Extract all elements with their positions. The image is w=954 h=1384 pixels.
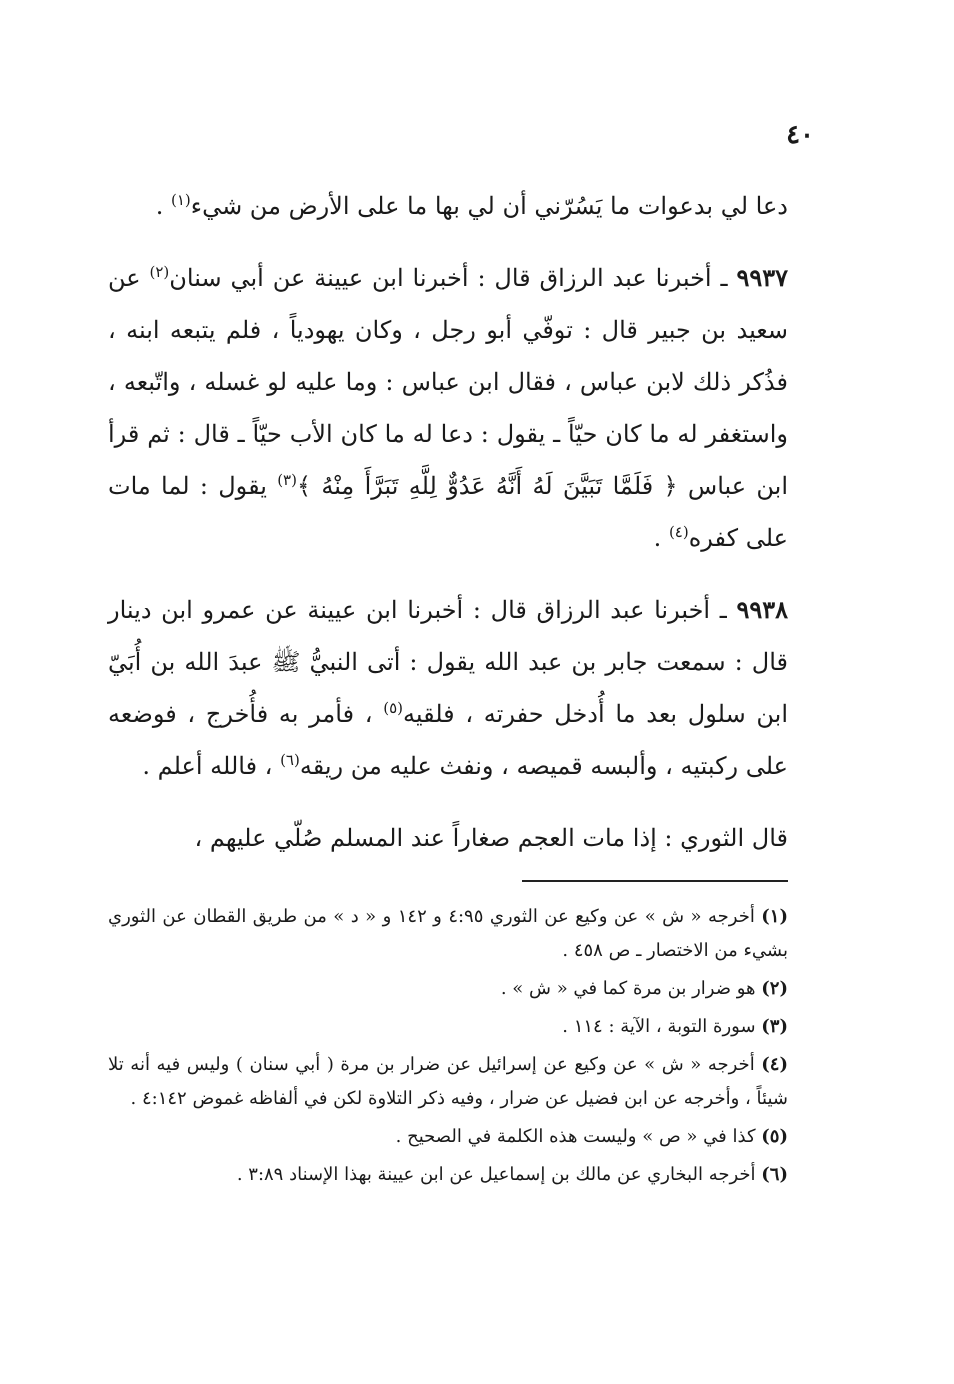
paragraph-text: دعا لي بدعوات ما يَسُرّني أن لي بها ما على الأرض من شيء bbox=[190, 192, 788, 220]
footnote-ref: (٤) bbox=[668, 523, 689, 541]
footnote-1 bbox=[108, 900, 788, 968]
footnote-number: (٢) bbox=[761, 978, 788, 999]
footnote-number: (٤) bbox=[761, 1054, 788, 1075]
footnote-ref: (٥) bbox=[383, 699, 403, 717]
hadith-end: . bbox=[653, 524, 669, 552]
footnote-3 bbox=[108, 1010, 788, 1044]
hadith-text: عن سعيد بن جبير قال : توفّي أبو رجل ، وكان يهودياً ، فلم يتبعه ابنه ، فذُكر ذلك لابن عباس ، فقال ابن عباس : وما عليه لو غسله ، واتّبعه ، واستغفر له ما كان حيّاً ـ يقول : دعا له ما كان الأب حيّاً ـ قال : ثم قرأ ابن عباس ﴿ فَلَمَّا تَبَيَّنَ لَهُ أَنَّهُ عَدُوٌّ لِلَّهِ تَبَرَّأَ مِنْهُ ﴾ bbox=[108, 264, 788, 500]
hadith-9937 bbox=[108, 252, 788, 564]
hadith-text: ، فأمر به فأُخرج ، فوضعه على ركبتيه ، وألبسه قميصه ، ونفث عليه من ريقه bbox=[108, 700, 788, 780]
footnote-text: سورة التوبة ، الآية : ١١٤ . bbox=[562, 1016, 756, 1037]
footnote-text: هو ضرار بن مرة كما في « ش » . bbox=[500, 978, 756, 999]
hadith-9938 bbox=[108, 584, 788, 792]
footnote-text: أخرجه « ش » عن وكيع عن الثوري ٤:٩٥ و ١٤٢ و « د » من طريق القطان عن الثوري بشيء من الاختصار ـ ص ٤٥٨ . bbox=[108, 906, 788, 961]
footnote-ref: (٦) bbox=[280, 751, 300, 769]
paragraph-continuation bbox=[108, 180, 788, 232]
footnote-text: كذا في « ص » وليست هذه الكلمة في الصحيح . bbox=[395, 1126, 756, 1147]
paragraph-end: . bbox=[155, 192, 171, 220]
footnote-text: أخرجه « ش » عن وكيع عن إسرائيل عن ضرار بن مرة ( أبي سنان ) وليس فيه أنه تلا شيئاً ، وأخرجه عن ابن فضيل عن ضرار ، وفيه ذكر التلاوة لكن في ألفاظه غموض ٤:١٤٢ . bbox=[108, 1054, 788, 1109]
footnote-5 bbox=[108, 1120, 788, 1154]
footnote-6 bbox=[108, 1158, 788, 1192]
footnote-4 bbox=[108, 1048, 788, 1116]
main-text bbox=[108, 180, 788, 864]
footnote-number: (١) bbox=[761, 906, 788, 927]
footnote-text: أخرجه البخاري عن مالك بن إسماعيل عن ابن عيينة بهذا الإسناد ٣:٨٩ . bbox=[236, 1164, 756, 1185]
footnote-ref: (٣) bbox=[277, 471, 297, 489]
footnote-divider bbox=[522, 880, 788, 882]
hadith-number: ٩٩٣٨ bbox=[736, 595, 788, 624]
hadith-number: ٩٩٣٧ bbox=[736, 263, 789, 292]
footnote-number: (٣) bbox=[761, 1016, 788, 1037]
footnote-number: (٥) bbox=[761, 1126, 788, 1147]
footnote-ref: (١) bbox=[171, 191, 191, 209]
footnote-ref: (٢) bbox=[149, 263, 170, 281]
footnotes bbox=[108, 900, 788, 1196]
thawri-paragraph: قال الثوري : إذا مات العجم صغاراً عند المسلم صُلّي عليهم ، bbox=[194, 824, 788, 852]
footnote-2 bbox=[108, 972, 788, 1006]
hadith-text: ـ أخبرنا عبد الرزاق قال : أخبرنا ابن عيينة عن عمرو ابن دينار قال : سمعت جابر بن عبد الله يقول : أتى النبيُّ ﷺ عبدَ الله بن أُبَيّ ابن سلول بعد ما أُدخل حفرته ، فلقيه bbox=[108, 596, 788, 728]
hadith-text: يقول : لما مات على كفره bbox=[108, 472, 788, 552]
hadith-text: ، فالله أعلم . bbox=[142, 752, 281, 780]
hadith-text: ـ أخبرنا عبد الرزاق قال : أخبرنا ابن عيينة عن أبي سنان bbox=[169, 264, 737, 292]
footnote-number: (٦) bbox=[761, 1164, 788, 1185]
page-number: ٤٠ bbox=[786, 120, 814, 150]
